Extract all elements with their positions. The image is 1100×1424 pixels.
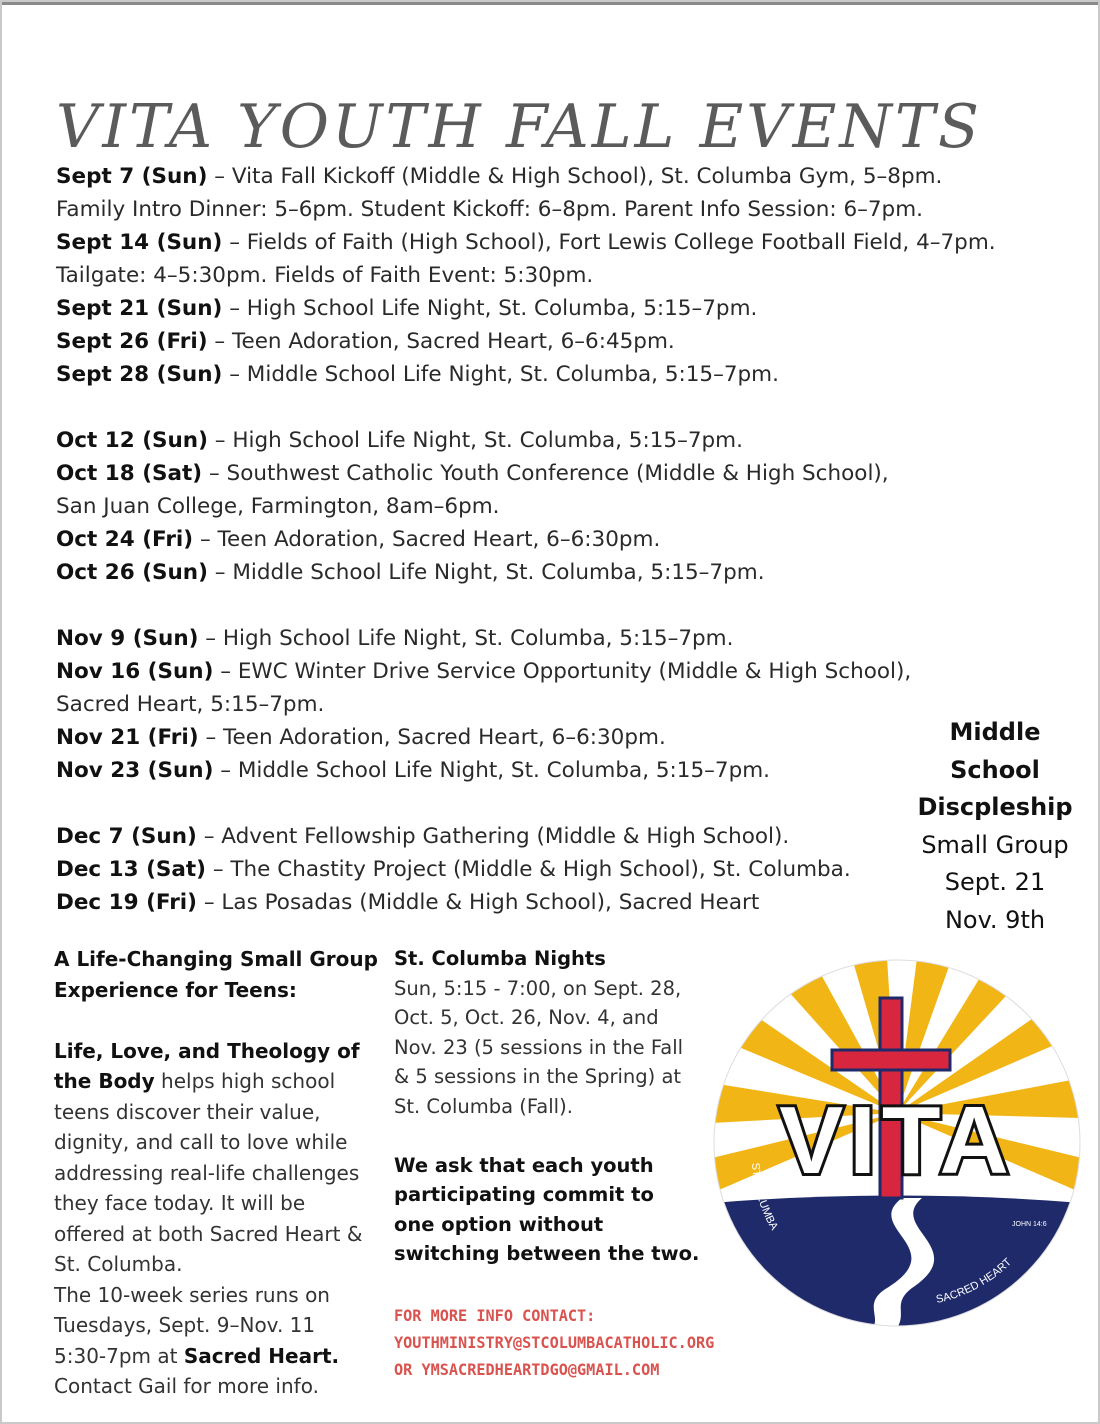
event-details: – Fields of Faith (High School), Fort Lewis College Football Field, 4–7pm. [222, 230, 996, 255]
sidebox-line: Discpleship [917, 793, 1073, 821]
small-group-section [54, 944, 384, 1402]
desc-text: dignity, and call to love while [54, 1130, 348, 1154]
top-border-bar [0, 0, 1100, 5]
logo-right-text: SACRED HEART [934, 1256, 1014, 1306]
desc-text: offered at both Sacred Heart & [54, 1221, 363, 1246]
event-details: Sacred Heart, 5:15–7pm. [56, 692, 325, 717]
event-details: – The Chastity Project (Middle & High School), St. Columba. [206, 857, 851, 882]
event-line [56, 820, 956, 853]
desc-text: they face today. It will be [54, 1191, 306, 1215]
event-date: Sept 28 (Sun) [56, 362, 223, 387]
event-line [56, 259, 956, 292]
page-title: VITA YOUTH FALL EVENTS [56, 92, 983, 163]
event-line [56, 226, 996, 259]
event-date: Dec 19 (Fri) [56, 890, 197, 915]
logo-text: VITA [779, 1087, 1015, 1194]
month-spacer [56, 589, 956, 622]
commitment-note: switching between the two. [394, 1242, 700, 1265]
event-details: – High School Life Night, St. Columba, 5:15–7pm. [222, 296, 758, 321]
event-date: Oct 12 (Sun) [56, 428, 208, 453]
event-date: Sept 26 (Fri) [56, 329, 208, 354]
series-text: The 10-week series runs on [54, 1282, 330, 1307]
series-time: 5:30-7pm at [54, 1343, 184, 1368]
event-date: Nov 21 (Fri) [56, 725, 199, 750]
contact-info [394, 1302, 715, 1383]
event-line [56, 886, 956, 919]
event-date: Nov 9 (Sun) [56, 626, 199, 651]
program-name: Life, Love, and Theology of [54, 1038, 360, 1063]
event-date: Nov 16 (Sun) [56, 659, 214, 684]
event-details: Family Intro Dinner: 5–6pm. Student Kickoff: 6–8pm. Parent Info Session: 6–7pm. [56, 197, 923, 222]
event-details: – Advent Fellowship Gathering (Middle & High School). [196, 824, 790, 849]
contact-email-2: OR YMSACREDHEARTDGO@GMAIL.COM [394, 1360, 660, 1379]
event-details: – Middle School Life Night, St. Columba, 5:15–7pm. [207, 560, 765, 585]
event-details: – Teen Adoration, Sacred Heart, 6–6:45pm. [207, 329, 675, 354]
event-line [56, 160, 956, 193]
event-line [56, 655, 956, 688]
event-line [56, 622, 956, 655]
event-line [56, 358, 956, 391]
event-date: Nov 23 (Sun) [56, 758, 214, 783]
st-columba-nights-section [394, 944, 704, 1269]
event-date: Oct 24 (Fri) [56, 527, 194, 552]
event-line [56, 721, 956, 754]
columba-line: Oct. 5, Oct. 26, Nov. 4, and [394, 1006, 659, 1029]
event-details: – Vita Fall Kickoff (Middle & High School), St. Columba Gym, 5–8pm. [207, 164, 943, 189]
small-group-heading: Experience for Teens: [54, 977, 297, 1002]
event-details: – EWC Winter Drive Service Opportunity (Middle & High School), [213, 659, 912, 684]
event-line [56, 490, 956, 523]
month-spacer [56, 391, 956, 424]
sidebox-line: School [950, 755, 1040, 784]
event-details: – High School Life Night, St. Columba, 5:15–7pm. [207, 428, 743, 453]
contact-email-1[interactable]: YOUTHMINISTRY@STCOLUMBACATHOLIC.ORG [394, 1333, 715, 1352]
sidebox-line: Small Group [921, 830, 1069, 859]
program-name: the Body [54, 1069, 155, 1093]
event-line [56, 556, 956, 589]
month-spacer [56, 787, 956, 820]
desc-text: addressing real-life challenges [54, 1160, 360, 1185]
program-desc-line [54, 1066, 384, 1097]
sidebox-line: Nov. 9th [944, 905, 1046, 934]
series-venue: Sacred Heart. [183, 1343, 340, 1368]
event-details: – High School Life Night, St. Columba, 5:15–7pm. [198, 626, 734, 651]
event-date: Dec 13 (Sat) [56, 857, 206, 882]
event-line [56, 457, 956, 490]
event-line [56, 325, 956, 358]
event-date: Sept 21 (Sun) [56, 296, 223, 321]
event-details: – Las Posadas (Middle & High School), Sacred Heart [197, 890, 760, 915]
sidebox-line: Sept. 21 [944, 868, 1046, 896]
desc-text: St. Columba. [54, 1252, 183, 1276]
small-group-heading: A Life-Changing Small Group [54, 947, 378, 971]
event-details: – Teen Adoration, Sacred Heart, 6–6:30pm. [193, 527, 661, 552]
event-details: – Middle School Life Night, St. Columba, 5:15–7pm. [213, 758, 770, 783]
logo-left-text: ST COLUMBA [748, 1162, 781, 1233]
columba-line: Nov. 23 (5 sessions in the Fall [394, 1035, 684, 1059]
event-date: Oct 26 (Sun) [56, 560, 208, 585]
series-location [54, 1341, 384, 1372]
series-text: Tuesdays, Sept. 9–Nov. 11 [54, 1313, 316, 1337]
event-line [56, 292, 956, 325]
logo-verse: JOHN 14:6 [1012, 1221, 1047, 1228]
sidebox-line: Middle [949, 718, 1041, 746]
event-line [56, 193, 956, 226]
event-date: Dec 7 (Sun) [56, 824, 197, 849]
vita-logo [712, 958, 1082, 1328]
event-line [56, 688, 956, 721]
event-date: Sept 14 (Sun) [56, 230, 223, 255]
commitment-note: We ask that each youth [394, 1153, 654, 1177]
columba-line: St. Columba (Fall). [394, 1094, 573, 1118]
event-details: – Middle School Life Night, St. Columba, 5:15–7pm. [222, 362, 779, 387]
columba-line: Sun, 5:15 - 7:00, on Sept. 28, [394, 976, 682, 1000]
desc-text: helps high school [154, 1069, 336, 1093]
event-date: Sept 7 (Sun) [56, 164, 208, 189]
columba-line: & 5 sessions in the Spring) at [394, 1065, 682, 1088]
event-details: San Juan College, Farmington, 8am–6pm. [56, 494, 500, 519]
event-line [56, 523, 956, 556]
contact-gail: Contact Gail for more info. [54, 1374, 319, 1398]
event-line [56, 424, 956, 457]
event-details: – Southwest Catholic Youth Conference (Middle & High School), [202, 461, 889, 486]
event-details: Tailgate: 4–5:30pm. Fields of Faith Event: 5:30pm. [56, 263, 594, 288]
columba-nights-heading: St. Columba Nights [394, 947, 606, 970]
commitment-note: participating commit to [394, 1183, 654, 1206]
event-line [56, 853, 956, 886]
middle-school-discipleship-box [900, 714, 1090, 939]
event-date: Oct 18 (Sat) [56, 461, 203, 486]
desc-text: teens discover their value, [54, 1099, 321, 1124]
event-details: – Teen Adoration, Sacred Heart, 6–6:30pm. [198, 725, 666, 750]
contact-heading: FOR MORE INFO CONTACT: [394, 1306, 596, 1325]
commitment-note: one option without [394, 1212, 604, 1236]
event-line [56, 754, 956, 787]
